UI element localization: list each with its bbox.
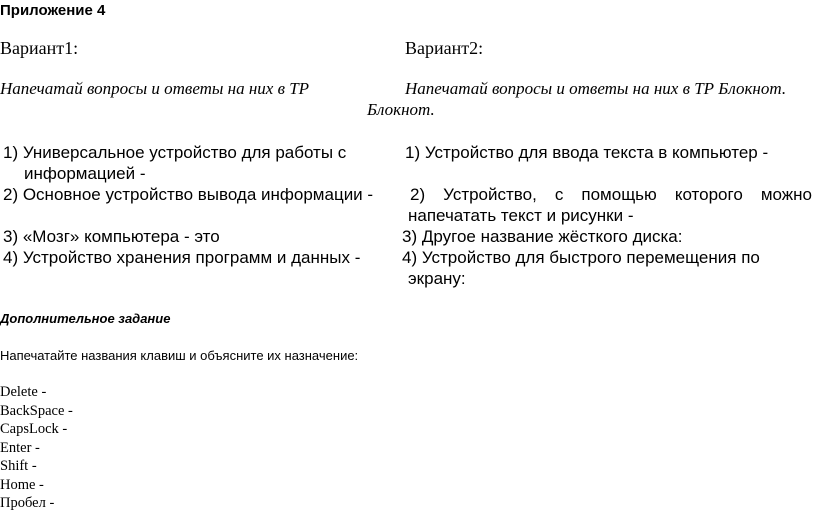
key-item: Delete - xyxy=(0,384,47,400)
variant2-question-3: 3) Другое название жёсткого диска: xyxy=(402,227,683,246)
page-title: Приложение 4 xyxy=(0,2,106,19)
variant1-question-1-cont: информацией - xyxy=(24,164,146,183)
variant1-question-2: 2) Основное устройство вывода информации - xyxy=(3,185,374,204)
variant1-question-1: 1) Универсальное устройство для работы с xyxy=(3,143,347,162)
variant2-instruction-wrap: Блокнот. xyxy=(367,100,435,119)
key-item: Shift - xyxy=(0,458,37,474)
key-item: CapsLock - xyxy=(0,421,68,437)
variant2-question-2-word: Устройство, xyxy=(443,185,537,204)
variant2-question-2-word: 2) xyxy=(410,185,426,204)
variant1-heading: Вариант1: xyxy=(0,38,79,58)
key-item: Home - xyxy=(0,476,44,493)
variant2-heading: Вариант2: xyxy=(405,38,484,58)
variant2-question-2-word: с xyxy=(554,185,564,204)
variant2-question-2-word: помощью xyxy=(581,185,657,204)
extra-task-title: Дополнительное задание xyxy=(0,311,171,326)
variant2-question-4: 4) Устройство для быстрого перемещения по xyxy=(402,248,760,267)
key-item: Enter - xyxy=(0,439,40,456)
variant2-question-4-cont: экрану: xyxy=(408,269,466,288)
variant2-question-2-cont: напечатать текст и рисунки - xyxy=(408,206,634,225)
variant2-question-2 xyxy=(410,184,812,205)
variant2-instruction: Напечатай вопросы и ответы на них в ТР Блокнот. xyxy=(405,79,787,98)
variant2-question-1: 1) Устройство для ввода текста в компьютер - xyxy=(405,143,769,162)
key-item: BackSpace - xyxy=(0,402,73,419)
variant2-question-2-word: можно xyxy=(760,185,812,204)
variant1-question-3: 3) «Мозг» компьютера - это xyxy=(3,227,220,246)
variant2-question-2-word: которого xyxy=(674,185,743,204)
variant1-instruction: Напечатай вопросы и ответы на них в ТР xyxy=(0,79,310,98)
extra-task-intro: Напечатайте названия клавиш и объясните их назначение: xyxy=(0,348,359,363)
key-list xyxy=(0,383,73,513)
key-item: Пробел - xyxy=(0,495,55,511)
variant1-question-4: 4) Устройство хранения программ и данных - xyxy=(3,248,361,267)
